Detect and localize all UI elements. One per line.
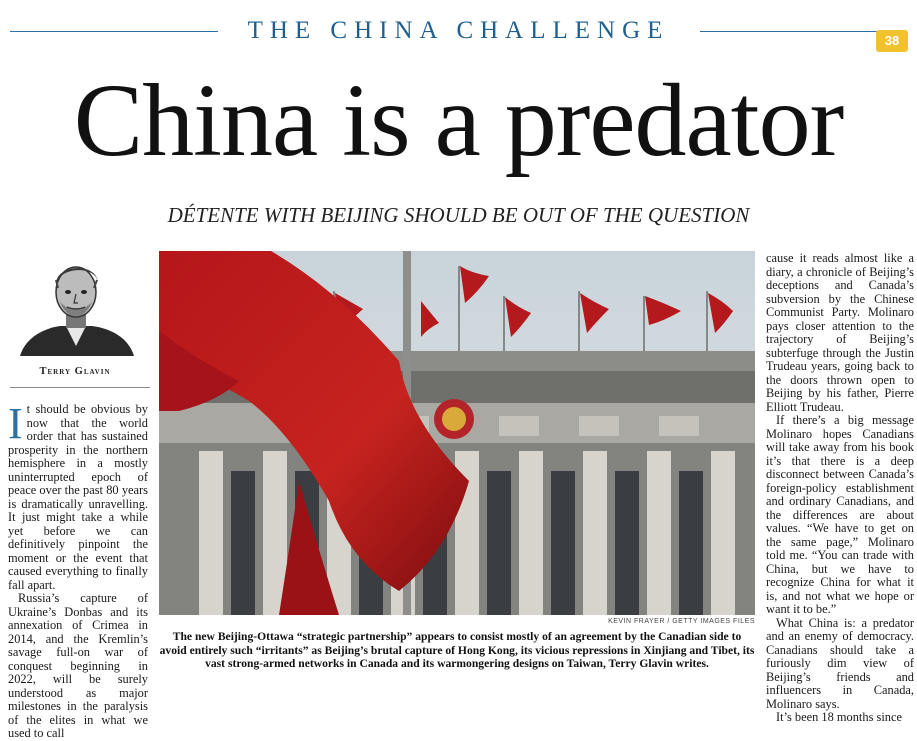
paragraph: t should be obvious by now that the world order that has sustained prosperity in the northern hemisphere in a mostly uninterrupted epoch of peace over the past 80 years is dramatically unravelling. It just might take a while yet before we can definitively pinpoint the moment or the event that caused everything to finally fall apart. (8, 402, 148, 592)
deck: DÉTENTE WITH BEIJING SHOULD BE OUT OF THE QUESTION (167, 203, 750, 227)
left-column (8, 399, 148, 741)
headline: China is a predator (73, 63, 844, 178)
paragraph: cause it reads almost like a diary, a chronicle of Beijing’s deceptions and Canada’s subversion by the Chinese Communist Party. Molinaro pays closer attention to the trajectory of Beijing’s subterfuge through the Justin Trudeau years, going back to the doors thrown open to Beijing by his father, Pierre Elliott Trudeau. (766, 251, 914, 414)
section-kicker: THE CHINA CHALLENGE (247, 17, 670, 44)
paragraph: If there’s a big message Molinaro hopes Canadians will take away from his book it’s that there is a deep disconnect between Canada’s foreign-policy establishment and ordinary Canadians, and the differences are about values. “We have to get on the same page,” Molinaro told me. “You can trade with China, but we have to recognize China for what it is, and not what we hope or want it to be.” (766, 413, 914, 616)
paragraph: It’s been 18 months since (776, 710, 902, 724)
photo-credit: KEVIN FRAYER / GETTY IMAGES FILES (608, 618, 755, 625)
author-byline: Terry Glavin (39, 366, 111, 377)
paragraph: Russia’s capture of Ukraine’s Donbas and its annexation of Crimea in 2014, and the Kremlin’s savage full-on war of conquest beginning in 2022, will be surely understood as major milestones in the paralysis of the elites in what we used to call (8, 591, 148, 740)
photo-caption: The new Beijing-Ottawa “strategic partnership” appears to consist mostly of an agreement by the Canadian side to avoid entirely such “irritants” as Beijing’s brutal capture of Hong Kong, its vicious repressions in Xinjiang and Tibet, its vast strong-armed networks in Canada and its warmongering designs on Taiwan, Terry Glavin writes. (159, 630, 755, 670)
article-photo (159, 251, 755, 615)
right-column (766, 252, 914, 725)
paragraph: What China is: a predator and an enemy of democracy. Canadians should take a furiously dim view of Beijing’s friends and influencers in Canada, Molinaro says. (766, 615, 914, 711)
page-number-badge: 38 (876, 30, 908, 52)
byline-rule (10, 387, 150, 388)
author-portrait (16, 256, 136, 356)
dropcap: I (8, 399, 23, 448)
